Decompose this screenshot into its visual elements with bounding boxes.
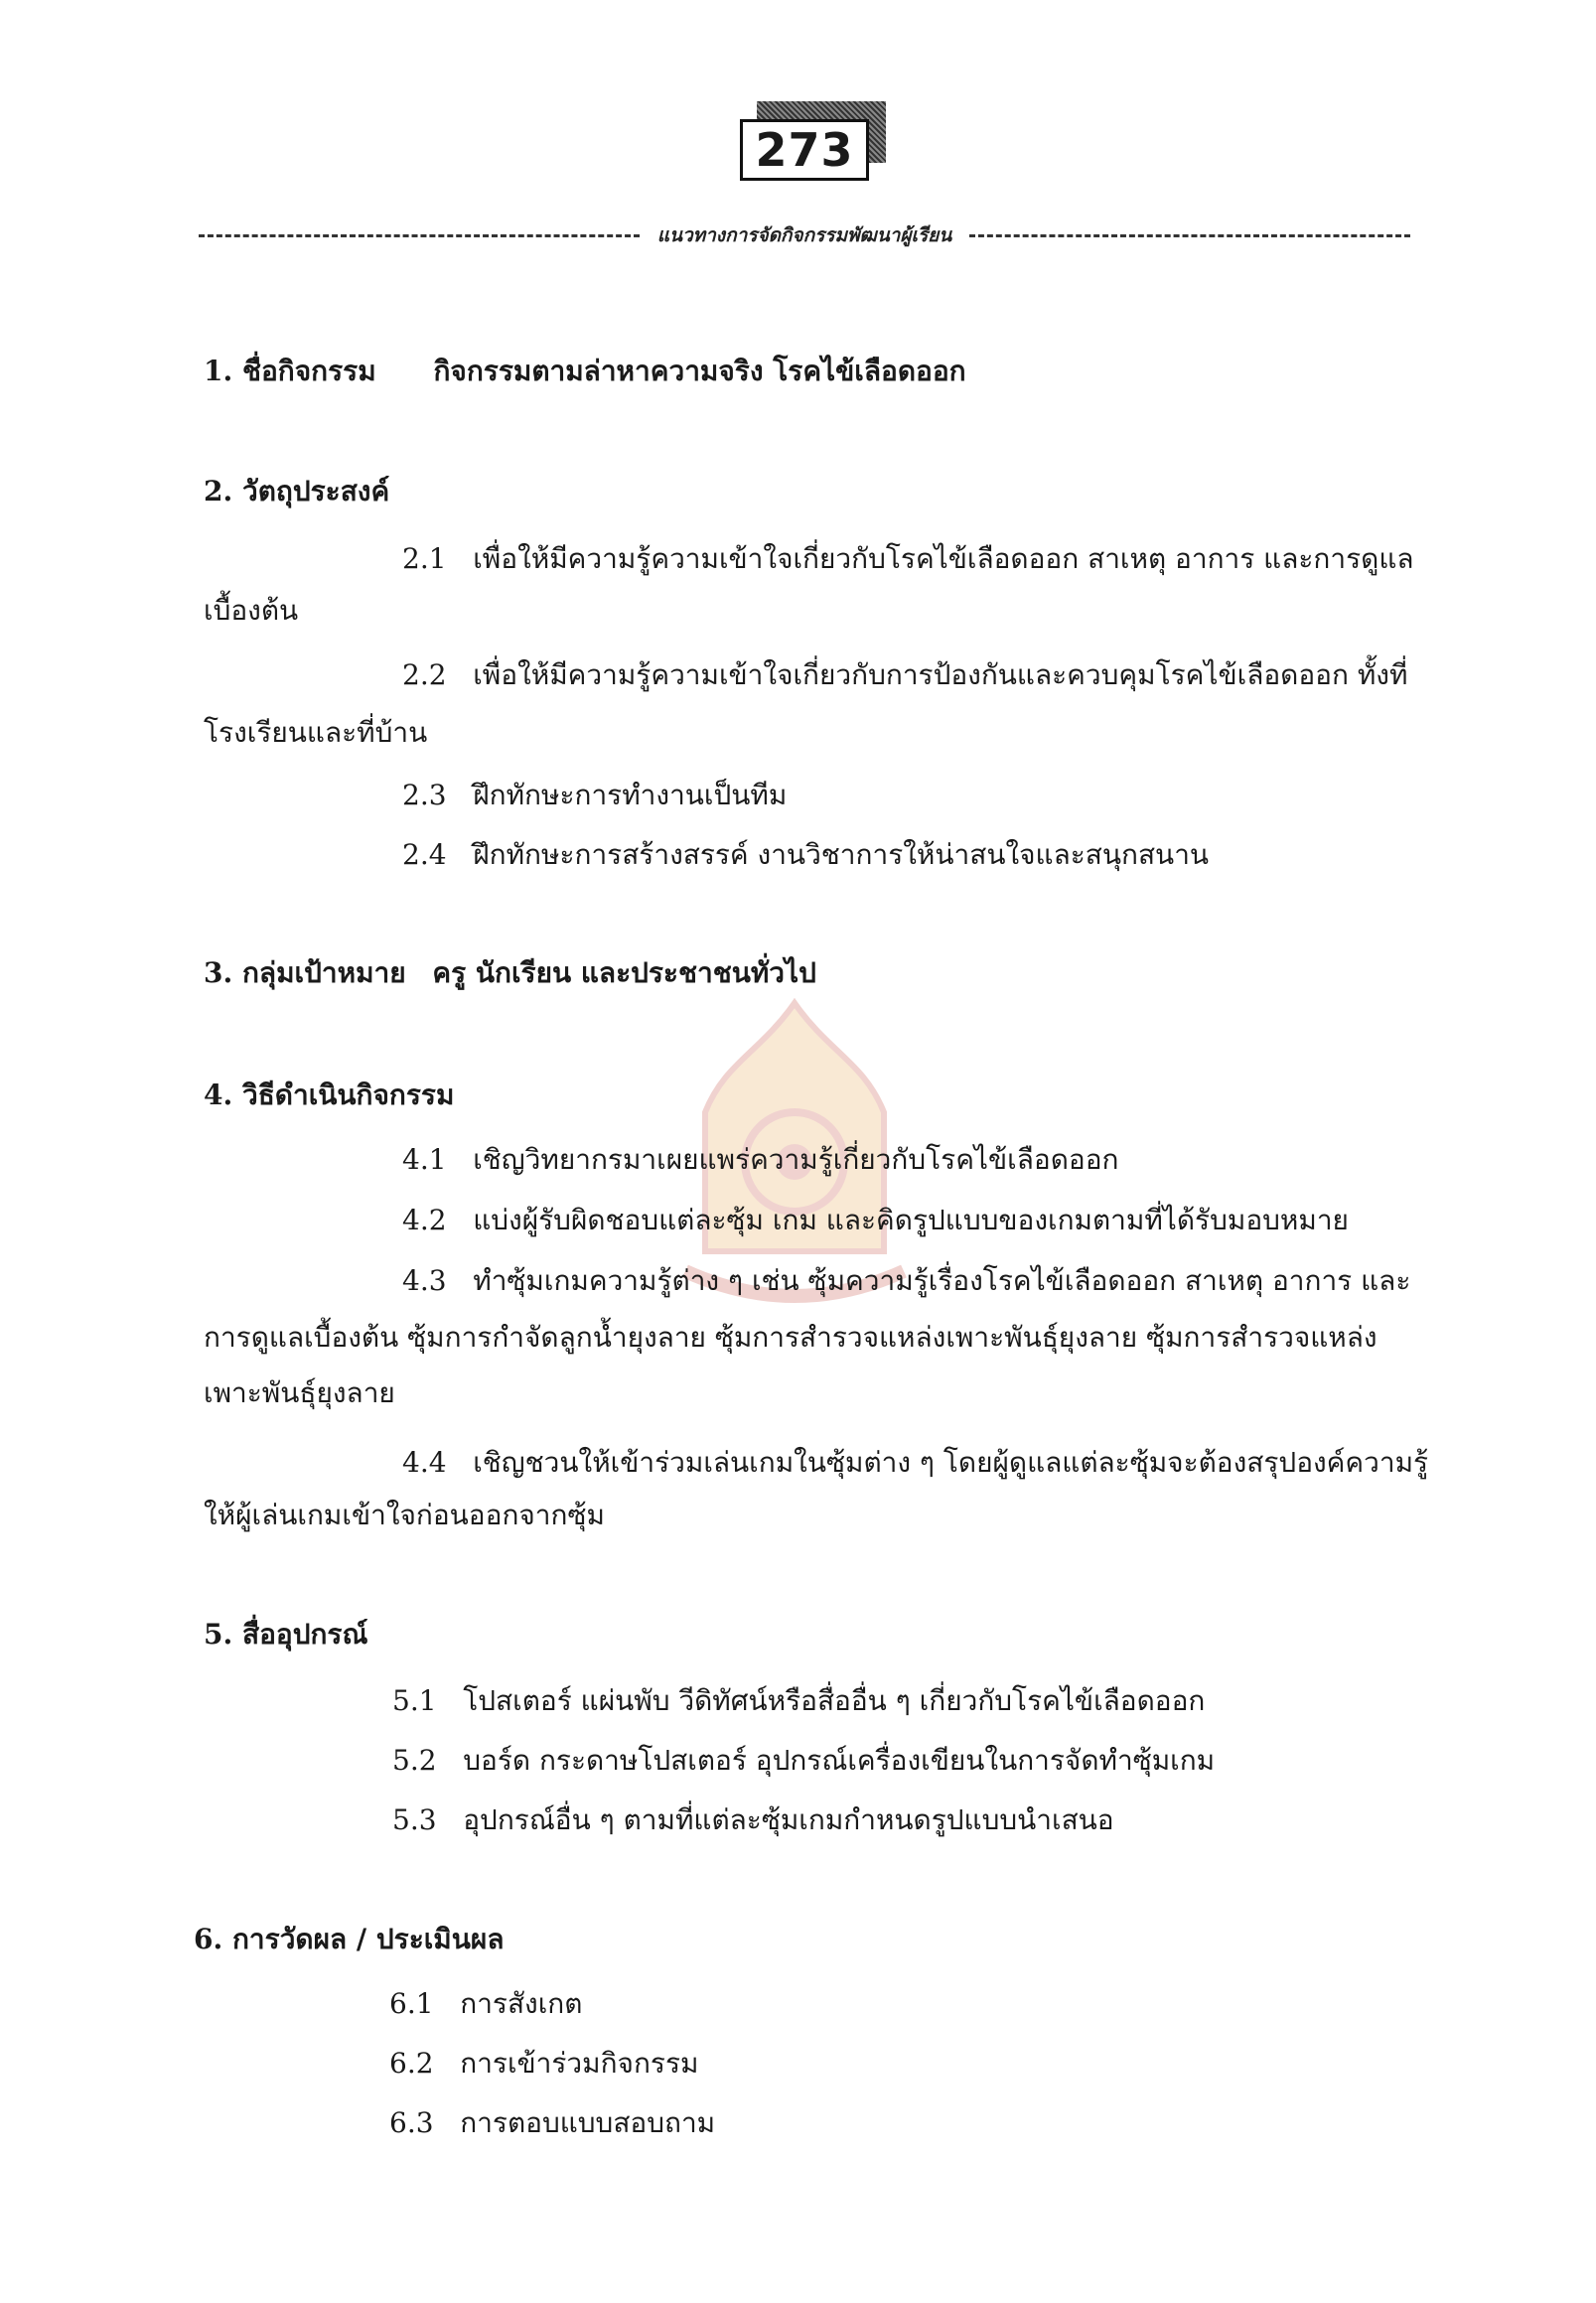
evaluation-6-2: [389, 2046, 698, 2082]
method-4-4-cont: ให้ผู้เล่นเกมเข้าใจก่อนออกจากซุ้ม: [204, 1499, 605, 1531]
item-number: 2.4: [402, 838, 447, 871]
item-text: ฝึกทักษะการทำงานเป็นทีม: [473, 779, 788, 811]
material-5-2: [392, 1743, 1215, 1779]
item-number: 6.1: [389, 1987, 434, 2020]
section-1: [204, 354, 966, 389]
item-text: เพื่อให้มีความรู้ความเข้าใจเกี่ยวกับโรคไข้เลือดออก สาเหตุ อาการ และการดูแล: [473, 542, 1414, 575]
material-5-3: [392, 1802, 1114, 1838]
objective-2-1-cont: เบื้องต้น: [204, 594, 299, 627]
running-title: แนวทางการจัดกิจกรรมพัฒนาผู้เรียน: [656, 224, 952, 246]
item-text: เพื่อให้มีความรู้ความเข้าใจเกี่ยวกับการป้องกันและควบคุมโรคไข้เลือดออก ทั้งที่: [473, 658, 1408, 691]
item-number: 4.3: [402, 1264, 447, 1297]
method-4-3-cont: การดูแลเบื้องต้น ซุ้มการกำจัดลูกน้ำยุงลาย ซุ้มการสำรวจแหล่งเพาะพันธุ์ยุงลาย ซุ้มการสำรวจแหล่ง: [204, 1321, 1378, 1354]
item-number: 4.4: [402, 1446, 447, 1479]
page-number: 273: [740, 119, 869, 181]
item-number: 5.1: [392, 1684, 437, 1717]
objective-2-4: [402, 837, 1209, 873]
section-4-heading: 4. วิธีดำเนินกิจกรรม: [204, 1079, 455, 1111]
method-4-3: [402, 1263, 1410, 1299]
item-text: การตอบแบบสอบถาม: [460, 2106, 716, 2139]
section-3: [204, 955, 816, 991]
item-text: การสังเกต: [460, 1987, 583, 2020]
item-text: แบ่งผู้รับผิดชอบแต่ละซุ้ม เกม และคิดรูปแบบของเกมตามที่ได้รับมอบหมาย: [473, 1204, 1349, 1236]
item-text: ทำซุ้มเกมความรู้ต่าง ๆ เช่น ซุ้มความรู้เรื่องโรคไข้เลือดออก สาเหตุ อาการ และ: [473, 1264, 1411, 1297]
item-number: 5.3: [392, 1803, 437, 1836]
section-6-heading: 6. การวัดผล / ประเมินผล: [194, 1923, 505, 1955]
item-text: เชิญวิทยากรมาเผยแพร่ความรู้เกี่ยวกับโรคไข้เลือดออก: [473, 1143, 1119, 1176]
header-rule-right: [969, 234, 1410, 237]
item-number: 6.3: [389, 2106, 434, 2139]
running-header: [199, 220, 1410, 250]
section-3-value: ครู นักเรียน และประชาชนทั่วไป: [432, 956, 816, 989]
objective-2-1: [402, 541, 1414, 577]
method-4-2: [402, 1203, 1349, 1238]
objective-2-2: [402, 657, 1407, 693]
section-5-heading: 5. สื่ออุปกรณ์: [204, 1618, 368, 1651]
item-text: การเข้าร่วมกิจกรรม: [460, 2047, 699, 2080]
item-text: โปสเตอร์ แผ่นพับ วีดิทัศน์หรือสื่ออื่น ๆ เกี่ยวกับโรคไข้เลือดออก: [463, 1684, 1206, 1717]
section-1-heading: 1. ชื่อกิจกรรม: [204, 355, 376, 387]
section-1-value: กิจกรรมตามล่าหาความจริง โรคไข้เลือดออก: [433, 355, 966, 387]
material-5-1: [392, 1683, 1205, 1719]
item-number: 4.1: [402, 1143, 447, 1176]
evaluation-6-1: [389, 1986, 582, 2022]
method-4-3-cont2: เพาะพันธุ์ยุงลาย: [204, 1376, 395, 1409]
objective-2-3: [402, 778, 787, 813]
item-number: 6.2: [389, 2047, 434, 2080]
header-rule-left: [199, 234, 640, 237]
item-number: 2.1: [402, 542, 447, 575]
evaluation-6-3: [389, 2105, 715, 2141]
section-2-heading: 2. วัตถุประสงค์: [204, 475, 390, 507]
section-3-heading: 3. กลุ่มเป้าหมาย: [204, 956, 406, 989]
item-number: 4.2: [402, 1204, 447, 1236]
objective-2-2-cont: โรงเรียนและที่บ้าน: [204, 716, 428, 749]
item-text: อุปกรณ์อื่น ๆ ตามที่แต่ละซุ้มเกมกำหนดรูปแบบนำเสนอ: [463, 1803, 1114, 1836]
item-number: 2.2: [402, 658, 447, 691]
method-4-4: [402, 1445, 1428, 1481]
item-number: 2.3: [402, 779, 447, 811]
item-text: บอร์ด กระดาษโปสเตอร์ อุปกรณ์เครื่องเขียนในการจัดทำซุ้มเกม: [463, 1744, 1216, 1777]
item-number: 5.2: [392, 1744, 437, 1777]
method-4-1: [402, 1142, 1118, 1178]
item-text: เชิญชวนให้เข้าร่วมเล่นเกมในซุ้มต่าง ๆ โดยผู้ดูแลแต่ละซุ้มจะต้องสรุปองค์ความรู้: [473, 1446, 1429, 1479]
item-text: ฝึกทักษะการสร้างสรรค์ งานวิชาการให้น่าสนใจและสนุกสนาน: [473, 838, 1210, 871]
